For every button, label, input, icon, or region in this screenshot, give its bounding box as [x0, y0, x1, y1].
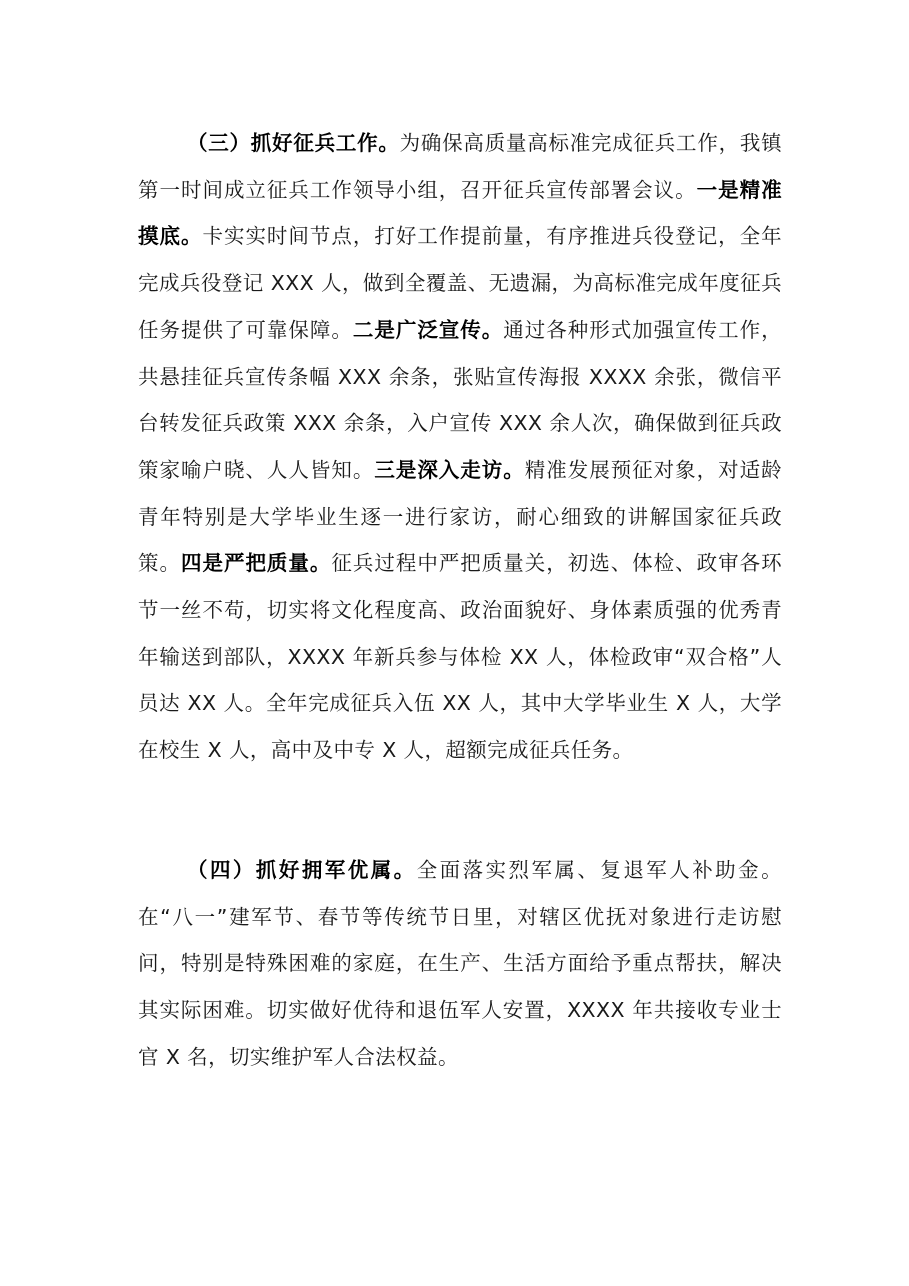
paragraph-conscription [138, 120, 782, 774]
point-heading-1: 一是精准摸底。 [138, 177, 782, 249]
body-text: 精准发展预征对象，对适龄青年特别是大学毕业生逐一进行家访，耐心细致的讲解国家征兵政策。 [138, 457, 782, 576]
body-text: 征兵过程中严把质量关，初选、体检、政审各环节一丝不苟，切实将文化程度高、政治面貌好、身体素质强的优秀青年输送到部队，XXXX 年新兵参与体检 XX 人，体检政审“双合格”人员达 XX 人。全年完成征兵入伍 XX 人，其中大学毕业生 X 人，大学在校生 X 人，高中及中专 X 人，超额完成征兵任务。 [138, 551, 782, 763]
body-text: 为确保高质量高标准完成征兵工作，我镇第一时间成立征兵工作领导小组，召开征兵宣传部署会议。 [138, 131, 783, 202]
heading-military-support: （四）抓好拥军优属。 [187, 858, 417, 882]
point-heading-4: 四是严把质量。 [180, 551, 332, 576]
point-heading-2: 二是广泛宣传。 [352, 317, 504, 342]
point-heading-3: 三是深入走访。 [374, 457, 525, 482]
paragraph-military-support [138, 847, 782, 1081]
body-text: 全面落实烈军属、复退军人补助金。在“八一”建军节、春节等传统节日里，对辖区优抚对象进行走访慰问，特别是特殊困难的家庭，在生产、生活方面给予重点帮扶，解决其实际困难。切实做好优待和退伍军人安置，XXXX 年共接收专业士官 X 名，切实维护军人合法权益。 [138, 858, 782, 1069]
body-text: 通过各种形式加强宣传工作，共悬挂征兵宣传条幅 XXX 余条，张贴宣传海报 XXXX 余张，微信平台转发征兵政策 XXX 余条，入户宣传 XXX 余人次，确保做到征兵政策家喻户晓、人人皆知。 [138, 317, 782, 482]
heading-conscription: （三）抓好征兵工作。 [187, 131, 400, 155]
body-text: 卡实实时间节点，打好工作提前量，有序推进兵役登记，全年完成兵役登记 XXX 人，做到全覆盖、无遗漏，为高标准完成年度征兵任务提供了可靠保障。 [138, 224, 782, 342]
